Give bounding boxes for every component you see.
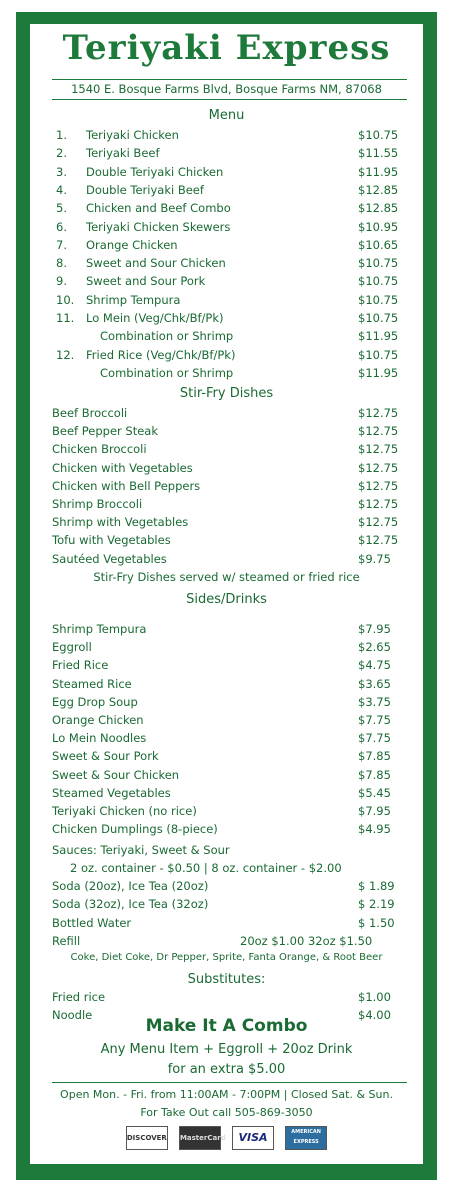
menu-item-name: Teriyaki Chicken [86,128,179,142]
side-item-price: $4.75 [358,658,391,673]
sodas-list: Coke, Diet Coke, Dr Pepper, Sprite, Fanta Orange, & Root Beer [70,952,383,963]
menu-item-name: Double Teriyaki Chicken [86,164,224,179]
drink-item-name: Soda (20oz), Ice Tea (20oz) [52,879,209,893]
menu-item-price: $11.95 [358,164,399,179]
menu-item-number: 2. [56,146,67,161]
visa-card-icon: VISA [232,1126,274,1150]
menu-item [30,256,423,274]
address-divider [52,99,407,100]
side-item [30,804,423,822]
menu-item [30,366,423,384]
menu-item-name: Fried Rice (Veg/Chk/Bf/Pk) [86,347,236,362]
menu-item-name: Shrimp Tempura [86,292,181,307]
menu-item-price: $10.75 [358,292,399,307]
menu-item-number: 10. [56,292,75,307]
side-item-name: Shrimp Tempura [52,622,147,636]
menu-item-price: $10.75 [358,347,399,362]
menu-item-name: Double Teriyaki Beef [86,182,204,197]
side-item [30,622,423,640]
menu-heading: Menu [208,108,245,123]
substitute-item [30,990,423,1008]
stirfry-item [30,552,423,570]
stirfry-item-price: $9.75 [358,551,391,566]
sauces-label: Sauces: Teriyaki, Sweet & Sour [52,843,230,857]
menu-item-number: 3. [56,164,67,179]
menu-item-number: 12. [56,347,75,362]
menu-item-name: Combination or Shrimp [100,329,234,344]
menu-item-name: Teriyaki Beef [86,146,160,161]
payment-cards [30,1126,423,1152]
side-item [30,713,423,731]
side-item-price: $7.95 [358,804,391,818]
side-item [30,677,423,695]
menu-item-number: 11. [56,311,75,325]
combo-line-1: Any Menu Item + Eggroll + 20oz Drink [100,1042,353,1057]
stirfry-heading: Stir-Fry Dishes [179,386,274,401]
discover-card-icon: DISCOVER [126,1126,168,1150]
menu-item-name: Combination or Shrimp [100,365,234,380]
menu-border [16,12,437,1180]
menu-item [30,293,423,311]
stirfry-item-name: Chicken with Bell Peppers [52,478,201,493]
menu-item-name: Sweet and Sour Pork [86,274,206,289]
menu-item-number: 6. [56,219,67,234]
restaurant-title: Teriyaki Express [62,28,391,68]
refill-label: Refill [52,934,81,948]
stirfry-item-name: Tofu with Vegetables [52,533,171,548]
stirfry-item [30,533,423,551]
menu-item-price: $10.75 [358,256,399,271]
side-item [30,749,423,767]
stirfry-item [30,406,423,424]
menu-item-number: 7. [56,237,67,252]
stirfry-item-name: Shrimp Broccoli [52,497,143,511]
menu-item-number: 4. [56,182,67,197]
refill-prices: 20oz $1.00 32oz $1.50 [240,934,373,948]
sauces-row [30,843,423,861]
side-item [30,786,423,804]
menu-item-price: $10.75 [358,311,399,325]
refill-row [30,934,423,952]
menu-item-number: 5. [56,201,67,216]
sauces-price-row [30,861,423,879]
side-item-name: Sweet & Sour Pork [52,749,159,764]
menu-item-name: Sweet and Sour Chicken [86,256,226,271]
stirfry-item [30,515,423,533]
stirfry-item-price: $12.75 [358,424,399,439]
menu-item [30,238,423,256]
stirfry-item-price: $12.75 [358,497,399,511]
side-item-name: Fried Rice [52,658,109,673]
side-item-name: Chicken Dumplings (8-piece) [52,822,218,837]
mastercard-icon: MasterCard [179,1126,221,1150]
substitute-item-name: Noodle [52,1008,93,1022]
menu-item [30,201,423,219]
menu-item-number: 9. [56,274,67,289]
address: 1540 E. Bosque Farms Blvd, Bosque Farms NM, 87068 [71,82,382,96]
menu-item [30,220,423,238]
menu-item-name: Chicken and Beef Combo [86,201,231,216]
substitute-item-name: Fried rice [52,990,106,1004]
menu-item-price: $11.95 [358,329,399,344]
menu-item-name: Orange Chicken [86,237,178,252]
substitute-item-price: $1.00 [358,990,391,1004]
stirfry-item-name: Shrimp with Vegetables [52,515,189,530]
stirfry-item-price: $12.75 [358,406,399,420]
menu-item [30,348,423,366]
stirfry-item-name: Chicken with Vegetables [52,460,193,475]
side-item-price: $7.75 [358,713,391,727]
side-item-price: $7.75 [358,731,391,746]
menu-item-price: $12.85 [358,182,399,197]
drink-item-price: $ 1.50 [358,915,395,930]
drink-item-name: Bottled Water [52,915,132,930]
side-item-price: $3.65 [358,676,391,691]
menu-item-price: $10.75 [358,274,399,289]
side-item [30,658,423,676]
menu-item-name: Lo Mein (Veg/Chk/Bf/Pk) [86,311,224,325]
menu-item [30,311,423,329]
side-item-price: $5.45 [358,785,391,800]
side-item-price: $7.85 [358,767,391,782]
menu-item-name: Teriyaki Chicken Skewers [86,219,231,234]
side-item-name: Steamed Rice [52,676,132,691]
stirfry-item-price: $12.75 [358,442,399,457]
stirfry-item-price: $12.75 [358,533,399,548]
drink-item [30,879,423,897]
stirfry-item-name: Beef Broccoli [52,406,128,420]
drink-item-price: $ 2.19 [358,897,395,912]
combo-line-2: for an extra $5.00 [167,1062,286,1077]
menu-item-price: $10.65 [358,237,399,252]
hours: Open Mon. - Fri. from 11:00AM - 7:00PM | Closed Sat. & Sun. [60,1088,393,1101]
combo-title: Make It A Combo [145,1016,308,1036]
stirfry-item [30,461,423,479]
drink-item [30,916,423,934]
stirfry-item [30,424,423,442]
menu-item [30,165,423,183]
side-item-name: Steamed Vegetables [52,785,171,800]
side-item-price: $3.75 [358,694,391,709]
menu-item-number: 8. [56,256,67,271]
substitutes-heading: Substitutes: [187,972,266,987]
sides-heading: Sides/Drinks [186,592,267,607]
menu-item-number: 1. [56,128,67,142]
title-divider [52,79,407,80]
drink-item [30,897,423,915]
menu-item-price: $11.95 [358,365,399,380]
menu-item [30,274,423,292]
drink-item-name: Soda (32oz), Ice Tea (32oz) [52,897,209,912]
side-item-name: Sweet & Sour Chicken [52,767,180,782]
side-item-name: Orange Chicken [52,713,144,727]
side-item [30,640,423,658]
side-item-name: Eggroll [52,640,92,655]
stirfry-item-name: Beef Pepper Steak [52,424,158,439]
side-item [30,768,423,786]
side-item-price: $2.65 [358,640,391,655]
stirfry-item [30,442,423,460]
stirfry-item-name: Chicken Broccoli [52,442,147,457]
side-item-price: $7.85 [358,749,391,764]
menu-item-price: $10.75 [358,128,399,142]
menu-item [30,183,423,201]
side-item [30,695,423,713]
stirfry-item [30,497,423,515]
menu-item-price: $11.55 [358,146,399,161]
stirfry-item-price: $12.75 [358,460,399,475]
menu-item-price: $12.85 [358,201,399,216]
menu-item-price: $10.95 [358,219,399,234]
menu-item [30,128,423,146]
amex-card-icon: AMERICAN EXPRESS [285,1126,327,1150]
menu-item [30,329,423,347]
side-item [30,731,423,749]
stirfry-item-price: $12.75 [358,478,399,493]
side-item-name: Lo Mein Noodles [52,731,147,746]
menu-item [30,146,423,164]
side-item [30,822,423,840]
phone: For Take Out call 505-869-3050 [140,1106,313,1119]
side-item-name: Egg Drop Soup [52,694,138,709]
sauces-prices: 2 oz. container - $0.50 | 8 oz. container - $2.00 [70,861,342,875]
menu-card [30,24,423,1164]
drink-item-price: $ 1.89 [358,879,395,893]
stirfry-item [30,479,423,497]
footer-divider [52,1082,407,1083]
stirfry-item-name: Sautéed Vegetables [52,551,167,566]
stirfry-note: Stir-Fry Dishes served w/ steamed or fried rice [93,570,360,584]
side-item-price: $7.95 [358,622,391,636]
stirfry-item-price: $12.75 [358,515,399,530]
side-item-price: $4.95 [358,822,391,837]
substitute-item-price: $4.00 [358,1008,391,1022]
side-item-name: Teriyaki Chicken (no rice) [52,804,197,818]
